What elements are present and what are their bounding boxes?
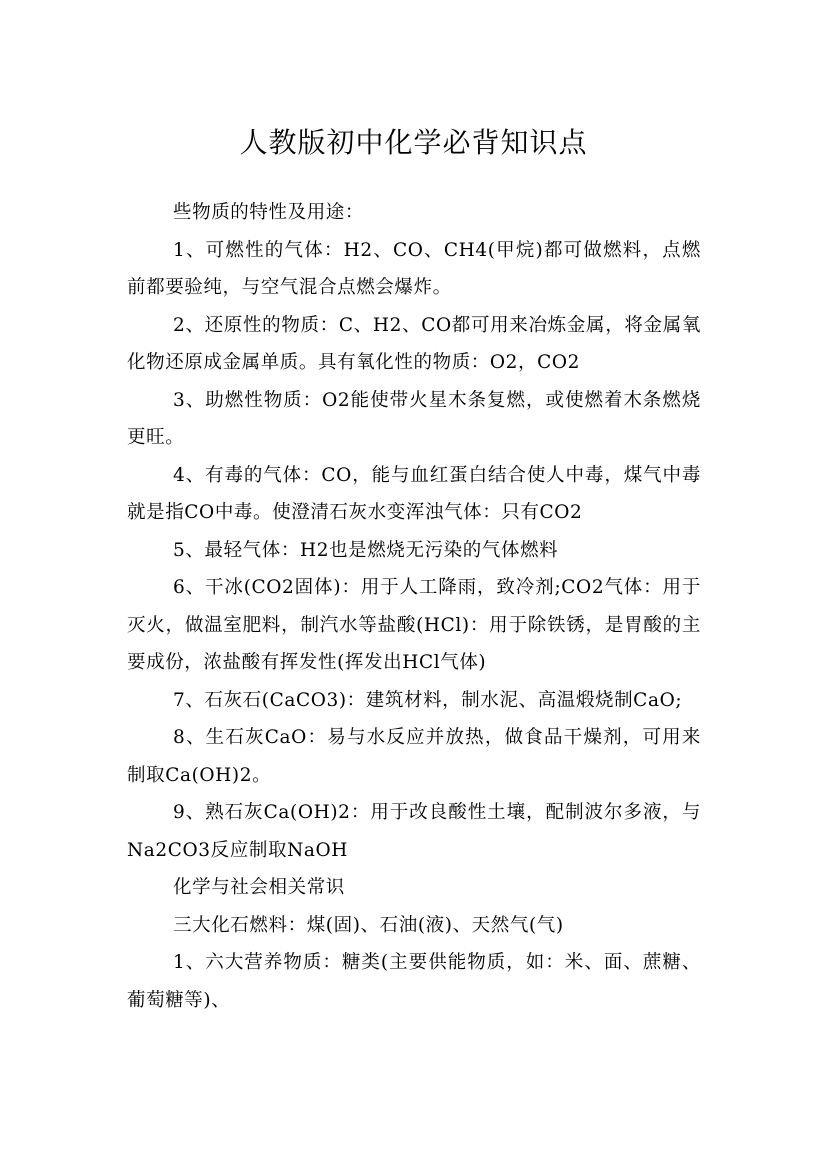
paragraph-item-5: 5、最轻气体：H2也是燃烧无污染的气体燃料 (173, 539, 559, 561)
paragraph-item-3: 3、助燃性物质：O2能使带火星木条复燃，或使燃着木条燃烧更旺。 (127, 389, 701, 448)
paragraph-fossil-fuels: 三大化石燃料：煤(固)、石油(液)、天然气(气) (173, 914, 564, 936)
paragraph-item-7: 7、石灰石(CaCO3)：建筑材料，制水泥、高温煅烧制CaO; (173, 689, 683, 711)
document-body (127, 194, 701, 1019)
paragraph-item-2: 2、还原性的物质：C、H2、CO都可用来冶炼金属，将金属氧化物还原成金属单质。具有氧化性的物质：O2，CO2 (127, 314, 701, 373)
paragraph-item-6: 6、干冰(CO2固体)：用于人工降雨，致冷剂;CO2气体：用于灭火，做温室肥料，制汽水等盐酸(HCl)：用于除铁锈，是胃酸的主要成份，浓盐酸有挥发性(挥发出HCl气体) (127, 577, 701, 673)
paragraph-intro: 些物质的特性及用途： (173, 202, 365, 223)
paragraph-item-1: 1、可燃性的气体：H2、CO、CH4(甲烷)都可做燃料，点燃前都要验纯，与空气混合点燃会爆炸。 (127, 239, 701, 298)
paragraph-nutrients: 1、六大营养物质：糖类(主要供能物质，如：米、面、蔗糖、葡萄糖等)、 (127, 952, 701, 1011)
document-title: 人教版初中化学必背知识点 (239, 125, 588, 159)
paragraph-item-8: 8、生石灰CaO：易与水反应并放热，做食品干燥剂，可用来制取Ca(OH)2。 (127, 727, 701, 786)
paragraph-item-9: 9、熟石灰Ca(OH)2：用于改良酸性土壤，配制波尔多液，与Na2CO3反应制取NaOH (127, 802, 701, 861)
paragraph-item-4: 4、有毒的气体：CO，能与血红蛋白结合使人中毒，煤气中毒就是指CO中毒。使澄清石灰水变浑浊气体：只有CO2 (127, 464, 701, 523)
section-heading-society: 化学与社会相关常识 (173, 877, 345, 898)
